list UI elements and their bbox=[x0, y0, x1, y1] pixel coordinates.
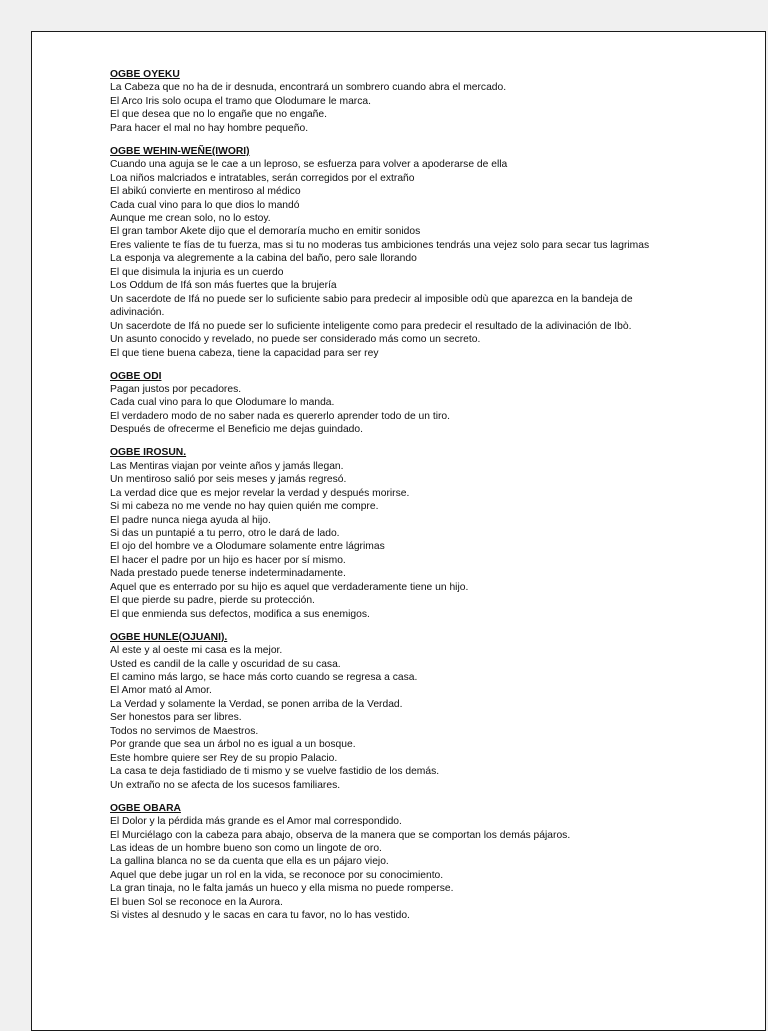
text-line: Aquel que es enterrado por su hijo es aquel que verdaderamente tiene un hijo. bbox=[110, 581, 469, 593]
text-line: Por grande que sea un árbol no es igual a un bosque. bbox=[110, 739, 356, 751]
text-line: Cuando una aguja se le cae a un leproso, se esfuerza para volver a apoderarse de ella bbox=[110, 159, 508, 171]
text-line: Pagan justos por pecadores. bbox=[110, 383, 242, 395]
text-line: El Arco Iris solo ocupa el tramo que Olodumare le marca. bbox=[110, 95, 371, 107]
section-heading: OGBE OYEKU bbox=[110, 69, 180, 80]
section bbox=[110, 145, 660, 360]
text-line: El Murciélago con la cabeza para abajo, observa de la manera que se comportan los demás pájaros. bbox=[110, 829, 571, 841]
text-line: El que desea que no lo engañe que no engañe. bbox=[110, 109, 327, 121]
text-line: Las ideas de un hombre bueno son como un lingote de oro. bbox=[110, 842, 382, 854]
text-line: Después de ofrecerme el Beneficio me dejas guindado. bbox=[110, 424, 363, 436]
text-line: Si vistes al desnudo y le sacas en cara tu favor, no lo has vestido. bbox=[110, 910, 410, 922]
document-page bbox=[31, 31, 766, 1031]
text-line: El que pierde su padre, pierde su protección. bbox=[110, 595, 315, 607]
page-content bbox=[110, 68, 660, 932]
text-line: El Amor mató al Amor. bbox=[110, 685, 212, 697]
text-line: Un sacerdote de Ifá no puede ser lo suficiente inteligente como para predecir el resultado de la adivinación de Ibò. bbox=[110, 320, 632, 332]
text-line: La esponja va alegremente a la cabina del baño, pero sale llorando bbox=[110, 253, 417, 265]
text-line: Aquel que debe jugar un rol en la vida, se reconoce por su conocimiento. bbox=[110, 869, 444, 881]
text-line: Si mi cabeza no me vende no hay quien quién me compre. bbox=[110, 501, 379, 513]
text-line: Usted es candil de la calle y oscuridad de su casa. bbox=[110, 658, 341, 670]
text-line: Loa niños malcriados e intratables, serán corregidos por el extraño bbox=[110, 172, 415, 184]
text-line: La verdad dice que es mejor revelar la verdad y después morirse. bbox=[110, 487, 410, 499]
text-line: Cada cual vino para lo que dios lo mandó bbox=[110, 199, 300, 211]
section bbox=[110, 802, 660, 923]
text-line: El que enmienda sus defectos, modifica a sus enemigos. bbox=[110, 608, 370, 620]
text-line: La Cabeza que no ha de ir desnuda, encontrará un sombrero cuando abra el mercado. bbox=[110, 82, 507, 94]
text-line: Al este y al oeste mi casa es la mejor. bbox=[110, 645, 283, 657]
text-line: El que disimula la injuria es un cuerdo bbox=[110, 266, 284, 278]
section-heading: OGBE OBARA bbox=[110, 802, 181, 814]
text-line: La Verdad y solamente la Verdad, se ponen arriba de la Verdad. bbox=[110, 698, 403, 710]
text-line: Un asunto conocido y revelado, no puede ser considerado más como un secreto. bbox=[110, 334, 481, 346]
text-line: Las Mentiras viajan por veinte años y jamás llegan. bbox=[110, 460, 344, 472]
text-line: Para hacer el mal no hay hombre pequeño. bbox=[110, 122, 309, 134]
section-heading: OGBE HUNLE(OJUANI). bbox=[110, 631, 228, 643]
section bbox=[110, 446, 660, 621]
section bbox=[110, 68, 660, 135]
text-line: Los Oddum de Ifá son más fuertes que la brujería bbox=[110, 280, 337, 292]
text-line: Un mentiroso salió por seis meses y jamás regresó. bbox=[110, 474, 347, 486]
text-line: La casa te deja fastidiado de ti mismo y se vuelve fastidio de los demás. bbox=[110, 766, 440, 778]
section bbox=[110, 370, 660, 437]
text-line: El abikú convierte en mentiroso al médico bbox=[110, 186, 301, 198]
text-line: El Dolor y la pérdida más grande es el Amor mal correspondido. bbox=[110, 816, 402, 828]
section bbox=[110, 631, 660, 792]
text-line: Cada cual vino para lo que Olodumare lo manda. bbox=[110, 397, 335, 409]
text-line: Todos no servimos de Maestros. bbox=[110, 725, 259, 737]
text-line: Aunque me crean solo, no lo estoy. bbox=[110, 213, 271, 225]
text-line: Un sacerdote de Ifá no puede ser lo suficiente sabio para predecir al imposible odù que aparezca en la bandeja de adivinación. bbox=[110, 293, 633, 319]
section-heading: OGBE WEHIN-WEÑE(IWORI) bbox=[110, 145, 250, 157]
text-line: El verdadero modo de no saber nada es quererlo aprender todo de un tiro. bbox=[110, 410, 451, 422]
text-line: El gran tambor Akete dijo que el demoraría mucho en emitir sonidos bbox=[110, 226, 421, 238]
text-line: El que tiene buena cabeza, tiene la capacidad para ser rey bbox=[110, 347, 379, 359]
text-line: El padre nunca niega ayuda al hijo. bbox=[110, 514, 271, 526]
text-line: El hacer el padre por un hijo es hacer por sí mismo. bbox=[110, 554, 346, 566]
section-heading: OGBE IROSUN. bbox=[110, 447, 187, 459]
text-line: El buen Sol se reconoce en la Aurora. bbox=[110, 896, 283, 908]
text-line: La gran tinaja, no le falta jamás un hueco y ella misma no puede romperse. bbox=[110, 883, 454, 895]
text-line: El camino más largo, se hace más corto cuando se regresa a casa. bbox=[110, 672, 418, 684]
text-line: Ser honestos para ser libres. bbox=[110, 712, 242, 724]
text-line: Eres valiente te fías de tu fuerza, mas si tu no moderas tus ambiciones tendrás una vejez solo para secar tus lagrimas bbox=[110, 239, 650, 251]
text-line: La gallina blanca no se da cuenta que ella es un pájaro viejo. bbox=[110, 856, 389, 868]
text-line: Nada prestado puede tenerse indeterminadamente. bbox=[110, 568, 346, 580]
text-line: El ojo del hombre ve a Olodumare solamente entre lágrimas bbox=[110, 541, 385, 553]
text-line: Este hombre quiere ser Rey de su propio Palacio. bbox=[110, 752, 338, 764]
text-line: Un extraño no se afecta de los sucesos familiares. bbox=[110, 779, 341, 791]
section-heading: OGBE ODI bbox=[110, 370, 162, 382]
text-line: Si das un puntapié a tu perro, otro le dará de lado. bbox=[110, 528, 340, 539]
